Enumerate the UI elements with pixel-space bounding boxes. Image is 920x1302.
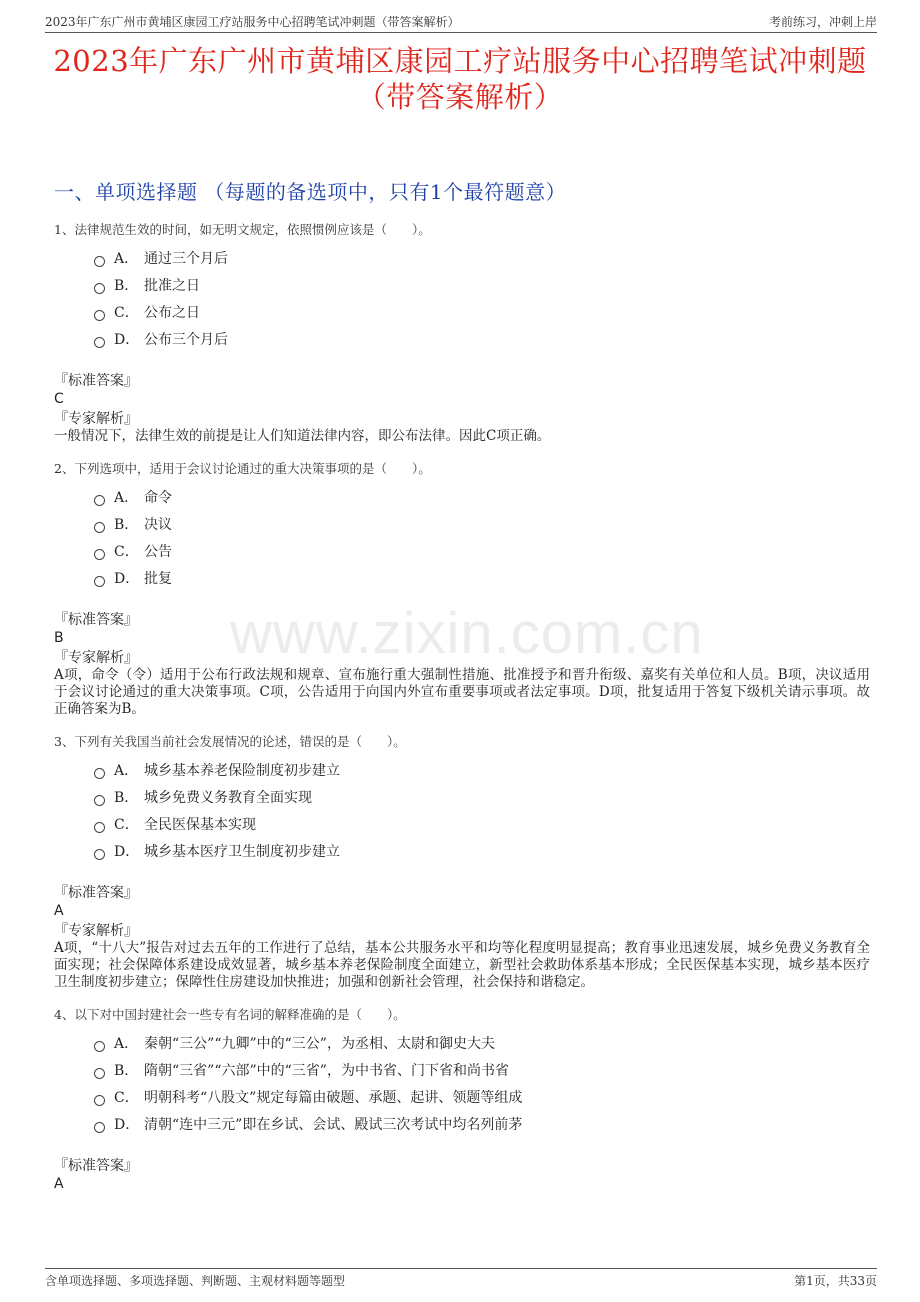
option-letter: C． [114,543,139,560]
option-letter: C． [114,816,139,833]
option-text: 公告 [144,543,172,560]
header-doc-title: 2023年广东广州市黄埔区康园工疗站服务中心招聘笔试冲刺题（带答案解析） [45,14,460,29]
answer-value: C [54,391,64,407]
option-a[interactable] [94,483,870,510]
option-text: 全民医保基本实现 [144,816,256,833]
answer-block [54,1157,870,1193]
document-title [0,43,920,115]
explanation-text: 一般情况下，法律生效的前提是让人们知道法律内容，即公布法律。因此C项正确。 [54,428,551,444]
page-footer [45,1268,877,1289]
radio-icon[interactable] [94,1041,105,1052]
radio-icon[interactable] [94,495,105,506]
option-text: 决议 [144,516,172,533]
radio-icon[interactable] [94,310,105,321]
question-2 [54,459,870,718]
document-title-line2: （带答案解析） [356,80,564,114]
option-text: 通过三个月后 [144,250,228,267]
answer-block [54,372,870,445]
option-b[interactable] [94,783,870,810]
option-letter: D． [114,331,140,348]
question-list [54,220,870,1207]
option-d[interactable] [94,325,870,352]
option-letter: A． [114,489,139,506]
option-list [94,244,870,352]
document-title-line1: 2023年广东广州市黄埔区康园工疗站服务中心招聘笔试冲刺题 [53,44,867,78]
explanation-text: A项，命令（令）适用于公布行政法规和规章、宣布施行重大强制性措施、批准授予和晋升衔级、嘉奖有关单位和人员。B项，决议适用于会议讨论通过的重大决策事项。C项，公告适用于向国内外宣布重要事项或者法定事项。D项，批复适用于答复下级机关请示事项。故正确答案为B。 [54,667,870,717]
question-stem: 2、下列选项中，适用于会议讨论通过的重大决策事项的是（ ）。 [54,461,431,476]
radio-icon[interactable] [94,522,105,533]
option-a[interactable] [94,756,870,783]
question-stem: 3、下列有关我国当前社会发展情况的论述，错误的是（ ）。 [54,734,406,749]
answer-value: A [54,1176,64,1192]
option-b[interactable] [94,510,870,537]
radio-icon[interactable] [94,1095,105,1106]
explanation-label: 『专家解析』 [54,650,138,666]
option-c[interactable] [94,537,870,564]
question-4 [54,1005,870,1193]
footer-question-types: 含单项选择题、多项选择题、判断题、主观材料题等题型 [45,1274,346,1288]
footer-page-number: 第1页，共33页 [794,1274,877,1288]
radio-icon[interactable] [94,337,105,348]
option-d[interactable] [94,1110,870,1137]
option-text: 命令 [144,489,172,506]
radio-icon[interactable] [94,849,105,860]
option-text: 公布三个月后 [144,331,228,348]
header-slogan: 考前练习，冲刺上岸 [768,14,877,29]
option-letter: A． [114,1035,139,1052]
option-text: 清朝“连中三元”即在乡试、会试、殿试三次考试中均名列前茅 [144,1116,523,1133]
explanation-label: 『专家解析』 [54,923,138,939]
option-text: 隋朝“三省”“六部”中的“三省”，为中书省、门下省和尚书省 [144,1062,509,1079]
option-text: 城乡基本养老保险制度初步建立 [144,762,340,779]
answer-label: 『标准答案』 [54,373,138,389]
option-letter: B． [114,277,139,294]
option-text: 明朝科考“八股文”规定每篇由破题、承题、起讲、领题等组成 [144,1089,523,1106]
option-text: 批准之日 [144,277,200,294]
radio-icon[interactable] [94,822,105,833]
radio-icon[interactable] [94,283,105,294]
option-letter: B． [114,789,139,806]
page-header [45,10,877,33]
answer-block [54,884,870,991]
option-c[interactable] [94,298,870,325]
option-d[interactable] [94,564,870,591]
answer-label: 『标准答案』 [54,612,138,628]
radio-icon[interactable] [94,549,105,560]
radio-icon[interactable] [94,576,105,587]
section-heading: 一、单项选择题 （每题的备选项中，只有1个最符题意） [54,180,567,204]
option-a[interactable] [94,1029,870,1056]
option-text: 秦朝“三公”“九卿”中的“三公”，为丞相、太尉和御史大夫 [144,1035,495,1052]
explanation-text: A项，“十八大”报告对过去五年的工作进行了总结，基本公共服务水平和均等化程度明显提高；教育事业迅速发展，城乡免费义务教育全面实现；社会保障体系建设成效显著，城乡基本养老保险制度全面建立，新型社会救助体系基本形成；全民医保基本实现，城乡基本医疗卫生制度初步建立；保障性住房建设加快推进；加强和创新社会管理，社会保持和谐稳定。 [54,940,870,990]
answer-label: 『标准答案』 [54,885,138,901]
radio-icon[interactable] [94,1122,105,1133]
option-letter: C． [114,1089,139,1106]
option-letter: B． [114,1062,139,1079]
option-b[interactable] [94,1056,870,1083]
radio-icon[interactable] [94,1068,105,1079]
radio-icon[interactable] [94,795,105,806]
answer-value: B [54,630,64,646]
answer-value: A [54,903,64,919]
question-1 [54,220,870,445]
option-list [94,1029,870,1137]
option-letter: D． [114,1116,140,1133]
answer-label: 『标准答案』 [54,1158,138,1174]
radio-icon[interactable] [94,256,105,267]
option-a[interactable] [94,244,870,271]
question-stem: 1、法律规范生效的时间，如无明文规定，依照惯例应该是（ ）。 [54,222,431,237]
option-text: 公布之日 [144,304,200,321]
question-stem: 4、以下对中国封建社会一些专有名词的解释准确的是（ ）。 [54,1007,406,1022]
radio-icon[interactable] [94,768,105,779]
option-list [94,756,870,864]
option-letter: A． [114,250,139,267]
option-text: 批复 [144,570,172,587]
option-b[interactable] [94,271,870,298]
option-letter: C． [114,304,139,321]
option-text: 城乡基本医疗卫生制度初步建立 [144,843,340,860]
explanation-label: 『专家解析』 [54,411,138,427]
option-letter: B． [114,516,139,533]
option-letter: A． [114,762,139,779]
option-list [94,483,870,591]
question-3 [54,732,870,991]
answer-block [54,611,870,718]
option-text: 城乡免费义务教育全面实现 [144,789,312,806]
option-c[interactable] [94,1083,870,1110]
option-c[interactable] [94,810,870,837]
watermark: www.zixin.com.cn [230,601,704,666]
option-letter: D． [114,570,140,587]
option-d[interactable] [94,837,870,864]
option-letter: D． [114,843,140,860]
